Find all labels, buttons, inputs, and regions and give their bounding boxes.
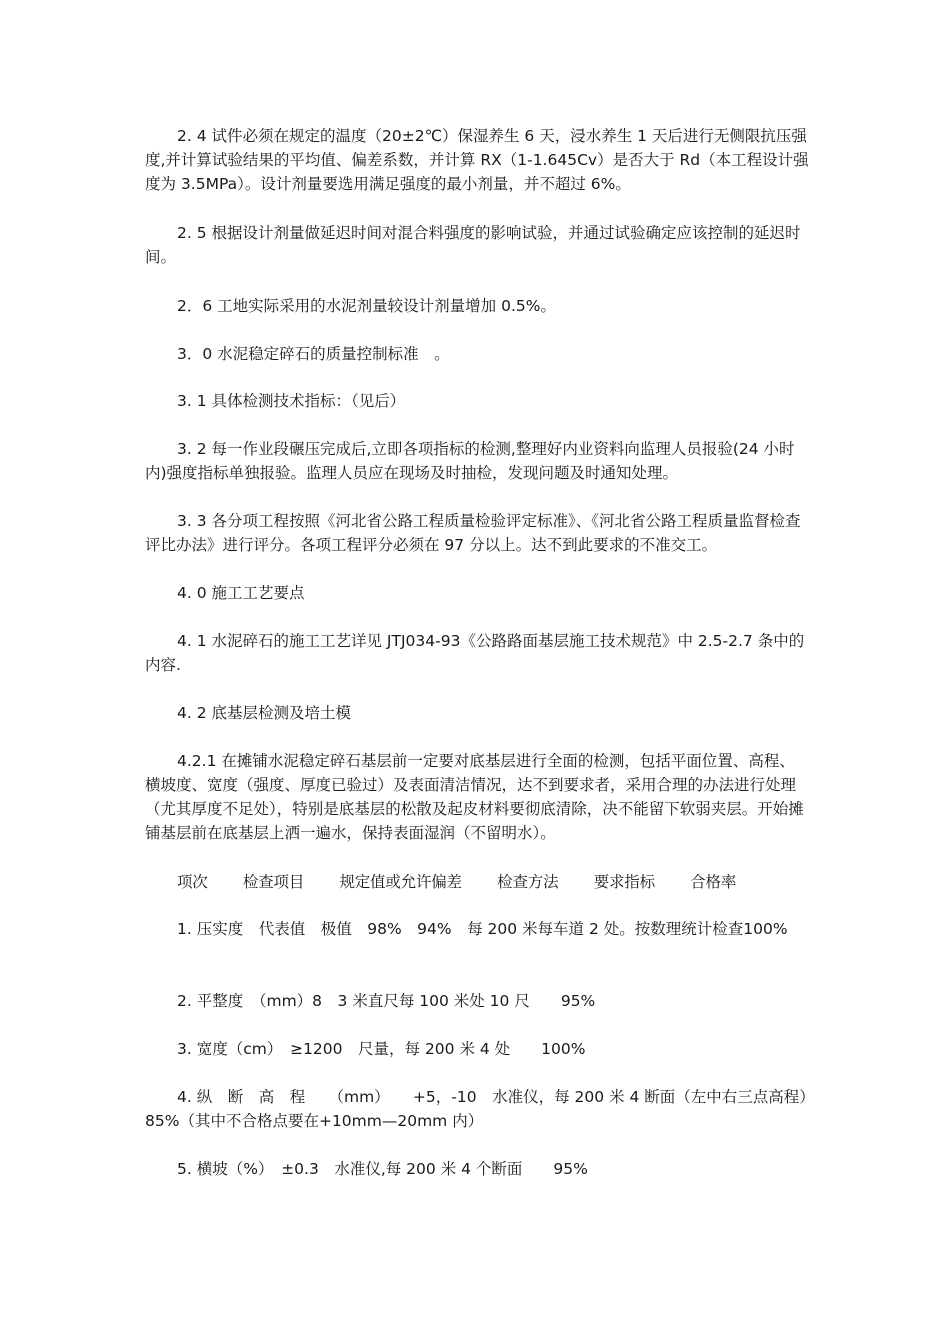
paragraph-3-3: 3. 3 各分项工程按照《河北省公路工程质量检验评定标准》、《河北省公路工程质量监督检查评比办法》进行评分。各项工程评分必须在 97 分以上。达不到此要求的不准交工。 — [145, 512, 801, 554]
table-row-cross-slope: 5. 横坡（%） ±0.3 水准仪,每 200 米 4 个断面 95% — [177, 1160, 588, 1178]
table-header-line: 项次 检查项目 规定值或允许偏差 检查方法 要求指标 合格率 — [177, 873, 737, 891]
table-row-flatness: 2. 平整度 （mm）8 3 米直尺每 100 米处 10 尺 95% — [177, 992, 596, 1010]
table-row-elevation: 4. 纵 断 高 程 （mm） +5，-10 水准仪，每 200 米 4 断面（左中右三点高程） 85%（其中不合格点要在+10mm—20mm 内） — [145, 1088, 839, 1130]
heading-4-0: 4. 0 施工工艺要点 — [177, 584, 305, 602]
table-row-compaction: 1. 压实度 代表值 极值 98% 94% 每 200 米每车道 2 处。按数理统计检查100% — [177, 920, 788, 938]
paragraph-3-1: 3. 1 具体检测技术指标：（见后） — [177, 392, 406, 410]
paragraph-2-4: 2. 4 试件必须在规定的温度（20±2℃）保湿养生 6 天，浸水养生 1 天后进行无侧限抗压强度,并计算试验结果的平均值、偏差系数，并计算 RX（1-1.645Cv）是否大于 Rd（本工程设计强度为 3.5MPa）。设计剂量要选用满足强度的最小剂量，并不超过 6%。 — [145, 127, 809, 193]
paragraph-2-6: 2．6 工地实际采用的水泥剂量较设计剂量增加 0.5%。 — [177, 297, 556, 315]
heading-3-0: 3．0 水泥稳定碎石的质量控制标准 。 — [177, 345, 450, 363]
paragraph-2-5: 2. 5 根据设计剂量做延迟时间对混合料强度的影响试验，并通过试验确定应该控制的延迟时间。 — [145, 224, 801, 266]
paragraph-3-2: 3. 2 每一作业段碾压完成后,立即各项指标的检测,整理好内业资料向监理人员报验(24 小时内)强度指标单独报验。监理人员应在现场及时抽检，发现问题及时通知处理。 — [145, 440, 795, 482]
paragraph-4-1: 4. 1 水泥碎石的施工工艺详见 JTJ034-93《公路路面基层施工技术规范》中 2.5-2.7 条中的内容. — [145, 632, 805, 674]
paragraph-4-2-1: 4.2.1 在摊铺水泥稳定碎石基层前一定要对底基层进行全面的检测，包括平面位置、高程、横坡度、宽度（强度、厚度已验过）及表面清洁情况，达不到要求者，采用合理的办法进行处理（尤其厚度不足处），特别是底基层的松散及起皮材料要彻底清除，决不能留下软弱夹层。开始摊铺基层前在底基层上洒一遍水，保持表面湿润（不留明水）。 — [145, 752, 804, 842]
table-row-width: 3. 宽度（cm） ≥1200 尺量，每 200 米 4 处 100% — [177, 1040, 586, 1058]
heading-4-2: 4. 2 底基层检测及培土模 — [177, 704, 352, 722]
